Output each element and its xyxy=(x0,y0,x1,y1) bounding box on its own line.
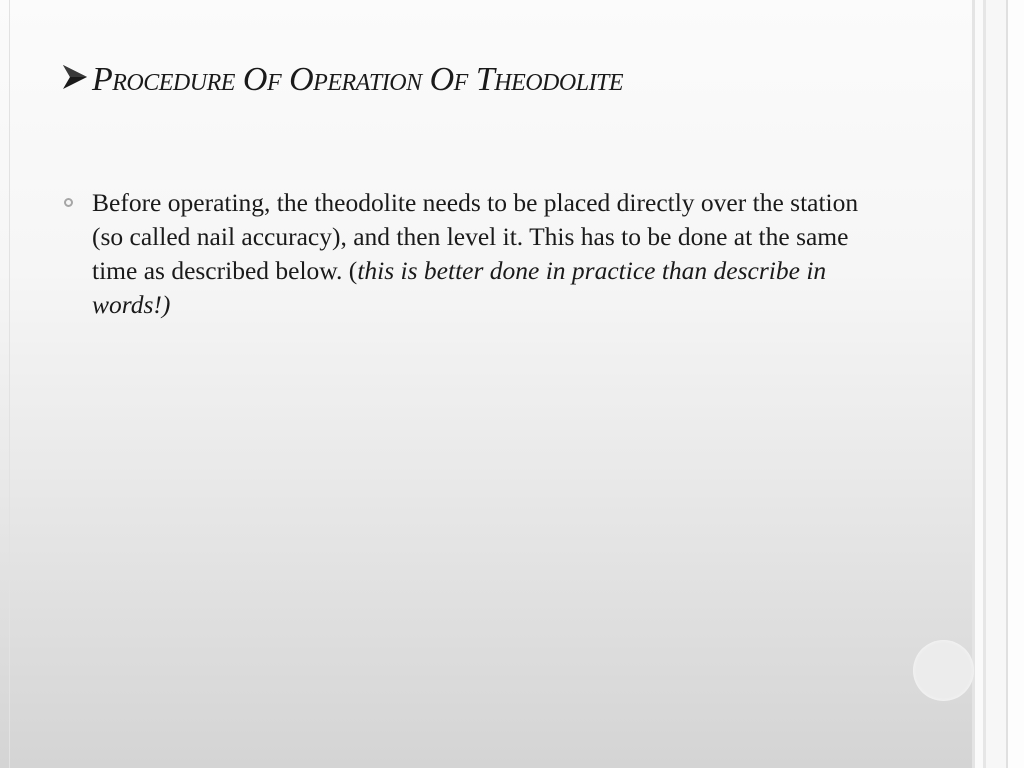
bullet-text-normal: Before operating, the theodolite needs to be placed directly over the station (so called nail accuracy), and then level it. This has to be done at the same time as described below. ( xyxy=(92,188,859,285)
right-decorative-stripes xyxy=(972,0,1024,768)
left-border-line xyxy=(9,0,10,768)
hollow-circle-bullet-icon xyxy=(64,198,73,207)
arrowhead-bullet-icon xyxy=(62,62,88,92)
bullet-text-italic: this is better done in practice than describe in words!) xyxy=(92,256,827,319)
slide-title-row xyxy=(62,60,623,99)
slide-title: Procedure Of Operation Of Theodolite xyxy=(92,61,624,98)
bullet-item xyxy=(62,186,862,322)
stripe xyxy=(1008,0,1024,768)
bullet-text xyxy=(92,186,862,322)
stripe xyxy=(986,0,1006,768)
stripe xyxy=(975,0,983,768)
decorative-circle xyxy=(913,640,974,701)
